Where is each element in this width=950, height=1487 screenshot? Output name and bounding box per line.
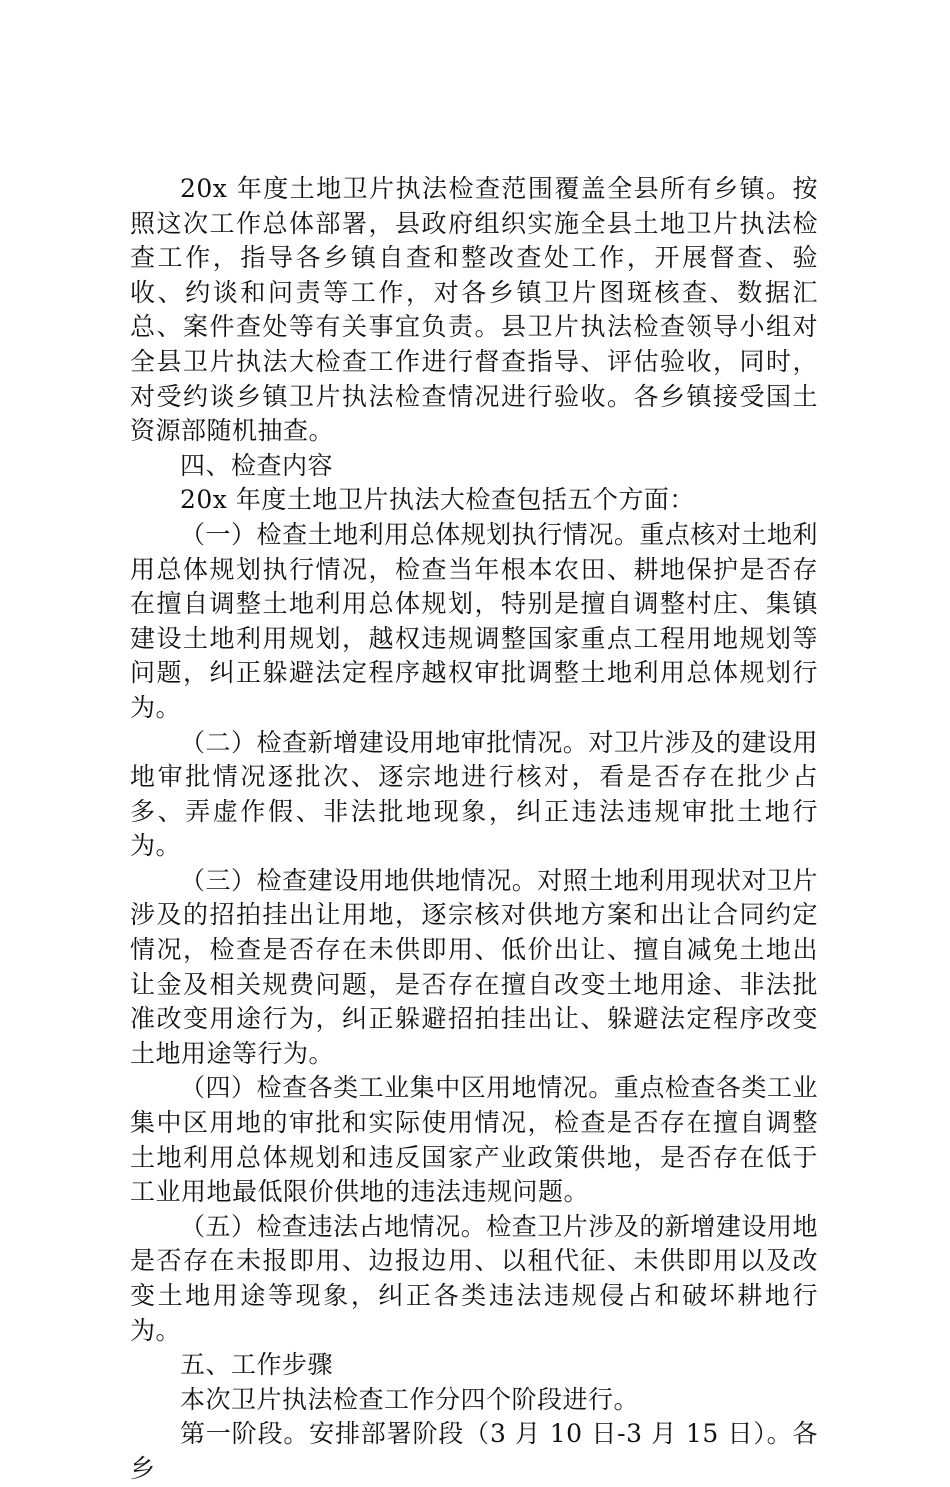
section-heading-inspection-content: 四、检查内容 <box>180 450 334 480</box>
paragraph-scope: 20x 年度土地卫片执法检查范围覆盖全县所有乡镇。按照这次工作总体部署，县政府组织实施全县土地卫片执法检查工作，指导各乡镇自查和整改查处工作，开展督查、验收、约谈和问责等工作，对各乡镇卫片图斑核查、数据汇总、案件查处等有关事宜负责。县卫片执法检查领导小组对全县卫片执法大检查工作进行督查指导、评估验收，同时，对受约谈乡镇卫片执法检查情况进行验收。各乡镇接受国土资源部随机抽查。 <box>130 174 818 446</box>
paragraph-item-4: （四）检查各类工业集中区用地情况。重点检查各类工业集中区用地的审批和实际使用情况，检查是否存在擅自调整土地利用总体规划和违反国家产业政策供地，是否存在低于工业用地最低限价供地的违法违规问题。 <box>130 1073 818 1207</box>
paragraph-five-aspects: 20x 年度土地卫片执法大检查包括五个方面： <box>180 485 695 515</box>
section-heading-work-steps: 五、工作步骤 <box>180 1350 334 1380</box>
document-body <box>130 172 818 1487</box>
paragraph-item-5: （五）检查违法占地情况。检查卫片涉及的新增建设用地是否存在未报即用、边报边用、以租代征、未供即用以及改变土地用途等现象，纠正各类违法违规侵占和破坏耕地行为。 <box>130 1211 818 1345</box>
paragraph-item-1: （一）检查土地利用总体规划执行情况。重点核对土地利用总体规划执行情况，检查当年根本农田、耕地保护是否存在擅自调整土地利用总体规划，特别是擅自调整村庄、集镇建设土地利用规划，越权违规调整国家重点工程用地规划等问题，纠正躲避法定程序越权审批调整土地利用总体规划行为。 <box>130 519 818 722</box>
paragraph-item-3: （三）检查建设用地供地情况。对照土地利用现状对卫片涉及的招拍挂出让用地，逐宗核对供地方案和出让合同约定情况，检查是否存在未供即用、低价出让、擅自减免土地出让金及相关规费问题，是否存在擅自改变土地用途、非法批准改变用途行为，纠正躲避招拍挂出让、躲避法定程序改变土地用途等行为。 <box>130 865 818 1068</box>
paragraph-four-stages: 本次卫片执法检查工作分四个阶段进行。 <box>180 1384 640 1414</box>
paragraph-item-2: （二）检查新增建设用地审批情况。对卫片涉及的建设用地审批情况逐批次、逐宗地进行核对，看是否存在批少占多、弄虚作假、非法批地现象，纠正违法违规审批土地行为。 <box>130 727 818 861</box>
paragraph-stage-1: 第一阶段。安排部署阶段（3 月 10 日-3 月 15 日）。各乡 <box>130 1419 818 1483</box>
